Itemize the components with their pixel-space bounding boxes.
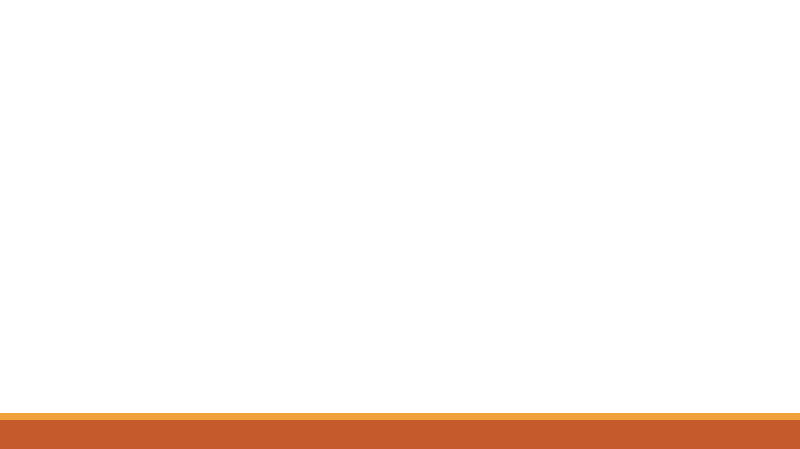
slide-content (118, 32, 724, 53)
footer-stripe-dark (0, 420, 800, 449)
footer-stripe-light (0, 413, 800, 420)
